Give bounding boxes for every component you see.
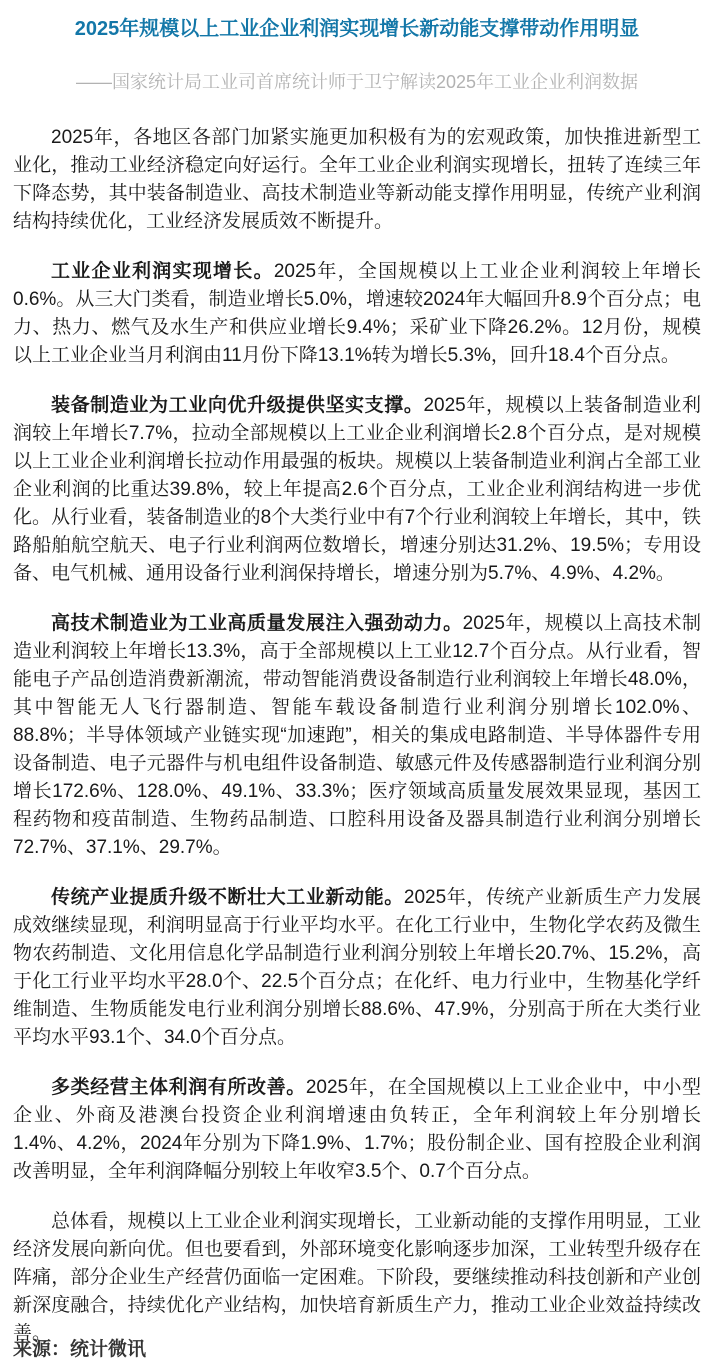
article-body (13, 124, 701, 1348)
paragraph-summary (13, 1208, 701, 1348)
paragraph-text: 2025年，规模以上装备制造业利润较上年增长7.7%，拉动全部规模以上工业企业利润增长2.8个百分点，是对规模以上工业企业利润增长拉动作用最强的板块。规模以上装备制造业利润占全部工业企业利润的比重达39.8%，较上年提高2.6个百分点，工业企业利润结构进一步优化。从行业看，装备制造业的8个大类行业中有7个行业利润较上年增长，其中，铁路船舶航空航天、电子行业利润两位数增长，增速分别达31.2%、19.5%；专用设备、电气机械、通用设备行业利润保持增长，增速分别为5.7%、4.9%、4.2%。 (13, 395, 701, 584)
paragraph-lead: 高技术制造业为工业高质量发展注入强劲动力。 (51, 613, 463, 634)
article-subtitle: ——国家统计局工业司首席统计师于卫宁解读2025年工业企业利润数据 (75, 72, 639, 92)
paragraph-text: 总体看，规模以上工业企业利润实现增长，工业新动能的支撑作用明显，工业经济发展向新向优。但也要看到，外部环境变化影响逐步加深，工业转型升级存在阵痛，部分企业生产经营仍面临一定困难。下阶段，要继续推动科技创新和产业创新深度融合，持续优化产业结构，加快培育新质生产力，推动工业企业效益持续改善。 (13, 1211, 701, 1344)
article-source: 来源：统计微讯 (13, 1339, 147, 1360)
paragraph-text: 2025年，在全国规模以上工业企业中，中小型企业、外商及港澳台投资企业利润增速由负转正，全年利润较上年分别增长1.4%、4.2%，2024年分别为下降1.9%、1.7%；股份制企业、国有控股企业利润改善明显，全年利润降幅分别较上年收窄3.5个、0.7个百分点。 (13, 1077, 701, 1182)
paragraph-lead: 传统产业提质升级不断壮大工业新动能。 (51, 887, 404, 908)
paragraph-text: 2025年，全国规模以上工业企业利润较上年增长0.6%。从三大门类看，制造业增长5.0%，增速较2024年大幅回升8.9个百分点；电力、热力、燃气及水生产和供应业增长9.4%；采矿业下降26.2%。12月份，规模以上工业企业当月利润由11月份下降13.1%转为增长5.3%，回升18.4个百分点。 (13, 261, 701, 366)
paragraph-lead: 装备制造业为工业向优升级提供坚实支撑。 (51, 395, 424, 416)
paragraph-text: 2025年，各地区各部门加紧实施更加积极有为的宏观政策，加快推进新型工业化，推动工业经济稳定向好运行。全年工业企业利润实现增长，扭转了连续三年下降态势，其中装备制造业、高技术制造业等新动能支撑作用明显，传统产业利润结构持续优化，工业经济发展质效不断提升。 (13, 127, 701, 232)
paragraph-lead: 工业企业利润实现增长。 (51, 261, 274, 282)
paragraph-business-entities (13, 1074, 701, 1186)
paragraph-intro (13, 124, 701, 236)
paragraph-equipment-manufacturing (13, 392, 701, 588)
paragraph-profit-growth (13, 258, 701, 370)
paragraph-hightech-manufacturing (13, 610, 701, 862)
paragraph-text: 2025年，传统产业新质生产力发展成效继续显现，利润明显高于行业平均水平。在化工行业中，生物化学农药及微生物农药制造、文化用信息化学品制造行业利润分别较上年增长20.7%、15.2%，高于化工行业平均水平28.0个、22.5个百分点；在化纤、电力行业中，生物基化学纤维制造、生物质能发电行业利润分别增长88.6%、47.9%，分别高于所在大类行业平均水平93.1个、34.0个百分点。 (13, 887, 701, 1048)
article-title: 2025年规模以上工业企业利润实现增长新动能支撑带动作用明显 (74, 18, 640, 40)
paragraph-traditional-industry (13, 884, 701, 1052)
paragraph-lead: 多类经营主体利润有所改善。 (51, 1077, 306, 1098)
paragraph-text: 2025年，规模以上高技术制造业利润较上年增长13.3%，高于全部规模以上工业12.7个百分点。从行业看，智能电子产品创造消费新潮流，带动智能消费设备制造行业利润较上年增长48.0%，其中智能无人飞行器制造、智能车载设备制造行业利润分别增长102.0%、88.8%；半导体领域产业链实现“加速跑”，相关的集成电路制造、半导体器件专用设备制造、电子元器件与机电组件设备制造、敏感元件及传感器制造行业利润分别增长172.6%、128.0%、49.1%、33.3%；医疗领域高质量发展效果显现，基因工程药物和疫苗制造、生物药品制造、口腔科用设备及器具制造行业利润分别增长72.7%、37.1%、29.7%。 (13, 613, 701, 858)
